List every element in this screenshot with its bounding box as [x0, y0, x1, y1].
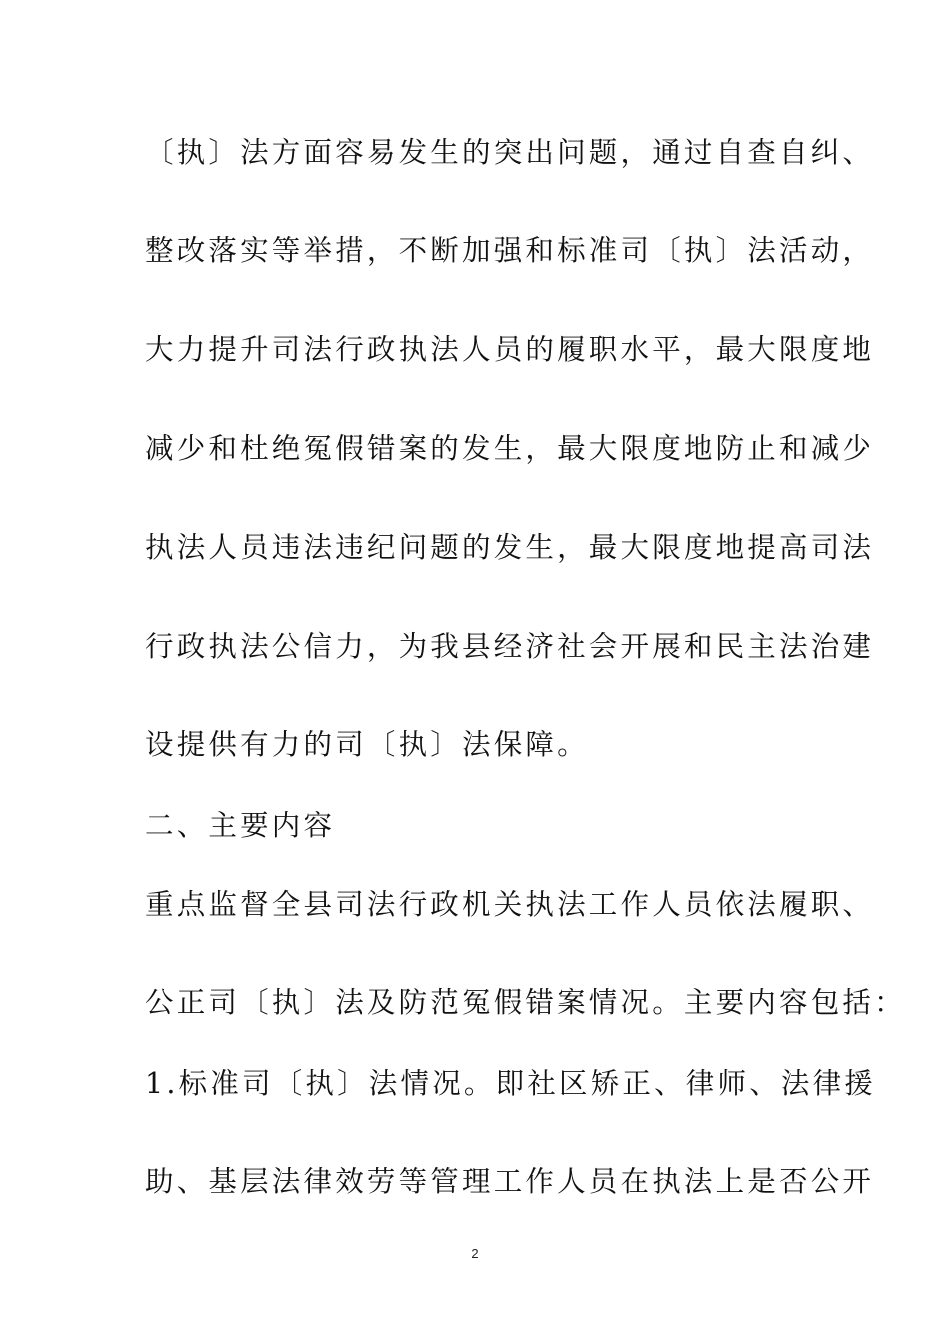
body-text-line: 设提供有力的司〔执〕法保障。	[145, 728, 589, 761]
body-text-line: 助、基层法律效劳等管理工作人员在执法上是否公开	[145, 1165, 875, 1198]
body-text-line: 1.标准司〔执〕法情况。即社区矫正、律师、法律援	[145, 1067, 876, 1100]
body-text-line: 执法人员违法违纪问题的发生，最大限度地提高司法	[145, 531, 875, 564]
body-text-line: 公正司〔执〕法及防范冤假错案情况。主要内容包括：	[145, 986, 906, 1019]
body-text-line: 行政执法公信力，为我县经济社会开展和民主法治建	[145, 630, 875, 663]
body-text-line: 重点监督全县司法行政机关执法工作人员依法履职、	[145, 888, 875, 921]
section-heading: 二、主要内容	[145, 809, 336, 842]
page-number: 2	[471, 1246, 479, 1261]
body-text-line: 〔执〕法方面容易发生的突出问题，通过自查自纠、	[145, 136, 875, 169]
body-text-line: 大力提升司法行政执法人员的履职水平，最大限度地	[145, 333, 875, 366]
body-text-line: 减少和杜绝冤假错案的发生，最大限度地防止和减少	[145, 432, 875, 465]
body-text-line: 整改落实等举措，不断加强和标准司〔执〕法活动，	[145, 234, 875, 267]
